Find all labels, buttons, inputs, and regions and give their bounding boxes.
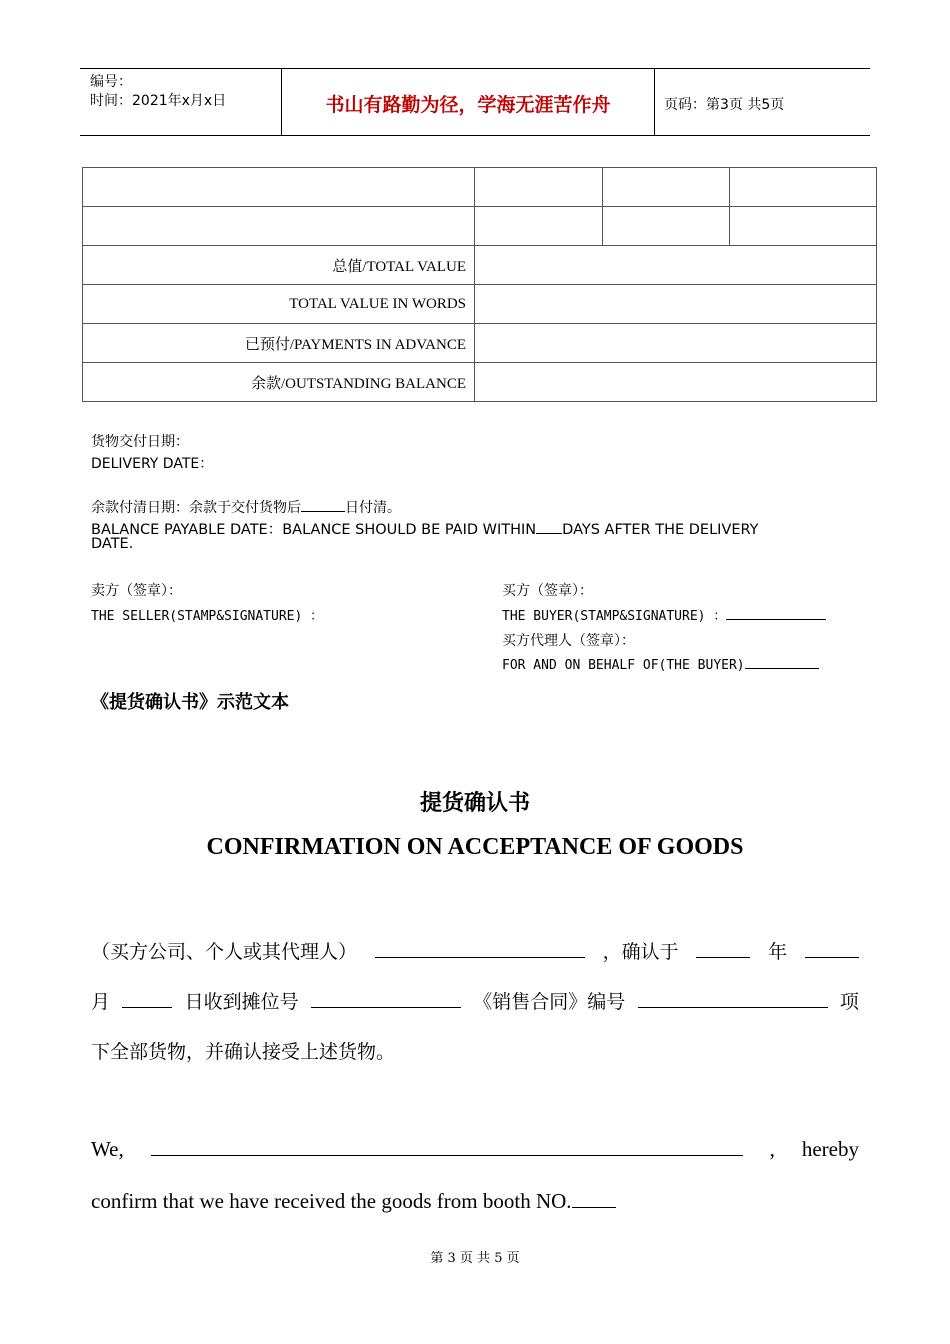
table-cell[interactable]	[603, 168, 730, 207]
header-number-label: 编号：	[90, 74, 132, 90]
outstanding-balance-field[interactable]	[475, 363, 877, 402]
buyer-sign-en-label: THE BUYER(STAMP&SIGNATURE) ：	[502, 609, 727, 624]
total-value-label: 总值/TOTAL VALUE	[83, 246, 475, 285]
received-goods-label: confirm that we have received the goods from booth NO.	[91, 1189, 572, 1213]
table-row	[83, 207, 877, 246]
para-cn-line1	[91, 937, 859, 964]
buyer-name-blank-en[interactable]	[151, 1137, 743, 1156]
agent-signature-blank[interactable]	[745, 655, 819, 669]
para-cn-line2	[91, 987, 859, 1014]
table-cell[interactable]	[83, 207, 475, 246]
agent-sign-en-label: FOR AND ON BEHALF OF(THE BUYER)	[502, 658, 745, 673]
hereby-label: hereby	[801, 1137, 859, 1161]
year-label: 年	[768, 941, 788, 963]
table-cell[interactable]	[475, 207, 603, 246]
page-footer: 第 3 页 共 5 页	[430, 1251, 520, 1266]
month-blank[interactable]	[122, 989, 172, 1008]
contract-number-label: 《销售合同》编号	[473, 991, 626, 1013]
balance-days-blank-en[interactable]	[536, 515, 562, 534]
year-blank[interactable]	[805, 939, 859, 958]
header-page-label: 页码：第3页 共5页	[664, 97, 785, 113]
total-value-words-label: TOTAL VALUE IN WORDS	[83, 285, 475, 324]
table-cell[interactable]	[83, 168, 475, 207]
balance-en-after: DAYS AFTER THE DELIVERY	[562, 522, 759, 538]
buyer-name-blank[interactable]	[375, 939, 585, 958]
agent-sign-cn: 买方代理人（签章）：	[502, 633, 635, 649]
table-row	[83, 168, 877, 207]
balance-date-en	[91, 515, 759, 539]
table-row	[83, 363, 877, 402]
comma-label: ,	[769, 1137, 775, 1161]
header-top-rule	[80, 68, 870, 69]
balance-date-cn	[91, 493, 401, 517]
goods-value-table	[82, 167, 877, 402]
header-time-label: 时间：2021年x月x日	[90, 93, 227, 109]
header-motto: 书山有路勤为径，学海无涯苦作舟	[325, 94, 611, 116]
header-divider-right	[654, 69, 655, 135]
confirm-on-label: ，确认于	[602, 941, 679, 963]
buyer-sign-en	[502, 605, 826, 624]
section-title: 《提货确认书》示范文本	[91, 692, 289, 713]
buyer-signature-blank[interactable]	[726, 606, 826, 620]
balance-days-blank-cn[interactable]	[301, 493, 345, 512]
seller-sign-cn: 卖方（签章）：	[91, 583, 182, 599]
table-row	[83, 324, 877, 363]
year-blank-lead[interactable]	[696, 939, 750, 958]
outstanding-balance-label: 余款/OUTSTANDING BALANCE	[83, 363, 475, 402]
table-row	[83, 246, 877, 285]
buyer-party-label: （买方公司、个人或其代理人）	[91, 941, 358, 963]
payments-advance-field[interactable]	[475, 324, 877, 363]
para-en-line1	[91, 1137, 859, 1162]
delivery-date-en: DELIVERY DATE：	[91, 456, 214, 472]
balance-en-before: BALANCE PAYABLE DATE：BALANCE SHOULD BE PAID WITHIN	[91, 522, 537, 538]
doc-title-en: CONFIRMATION ON ACCEPTANCE OF GOODS	[206, 834, 744, 860]
total-value-words-field[interactable]	[475, 285, 877, 324]
table-row	[83, 285, 877, 324]
balance-cn-before: 余款付清日期：余款于交付货物后	[91, 500, 301, 516]
para-en-line2	[91, 1187, 859, 1214]
booth-label: 日收到摊位号	[184, 991, 299, 1013]
delivery-date-cn: 货物交付日期：	[91, 434, 189, 450]
item-label: 项	[839, 991, 859, 1013]
agent-sign-en	[502, 655, 819, 673]
total-value-field[interactable]	[475, 246, 877, 285]
balance-date-en-line2: DATE.	[91, 536, 134, 552]
table-cell[interactable]	[730, 207, 877, 246]
doc-title-cn: 提货确认书	[419, 791, 530, 816]
balance-cn-after: 日付清。	[345, 500, 401, 516]
contract-number-blank[interactable]	[638, 989, 828, 1008]
month-label: 月	[91, 991, 111, 1013]
table-cell[interactable]	[475, 168, 603, 207]
para-cn-line3: 下全部货物，并确认接受上述货物。	[91, 1041, 396, 1063]
buyer-sign-cn: 买方（签章）：	[502, 583, 593, 599]
seller-sign-en: THE SELLER(STAMP&SIGNATURE) ：	[91, 609, 324, 624]
booth-number-blank-en[interactable]	[572, 1187, 616, 1208]
table-cell[interactable]	[603, 207, 730, 246]
booth-number-blank[interactable]	[311, 989, 461, 1008]
we-label: We,	[91, 1137, 124, 1161]
table-cell[interactable]	[730, 168, 877, 207]
header-bottom-rule	[80, 135, 870, 136]
payments-advance-label: 已预付/PAYMENTS IN ADVANCE	[83, 324, 475, 363]
